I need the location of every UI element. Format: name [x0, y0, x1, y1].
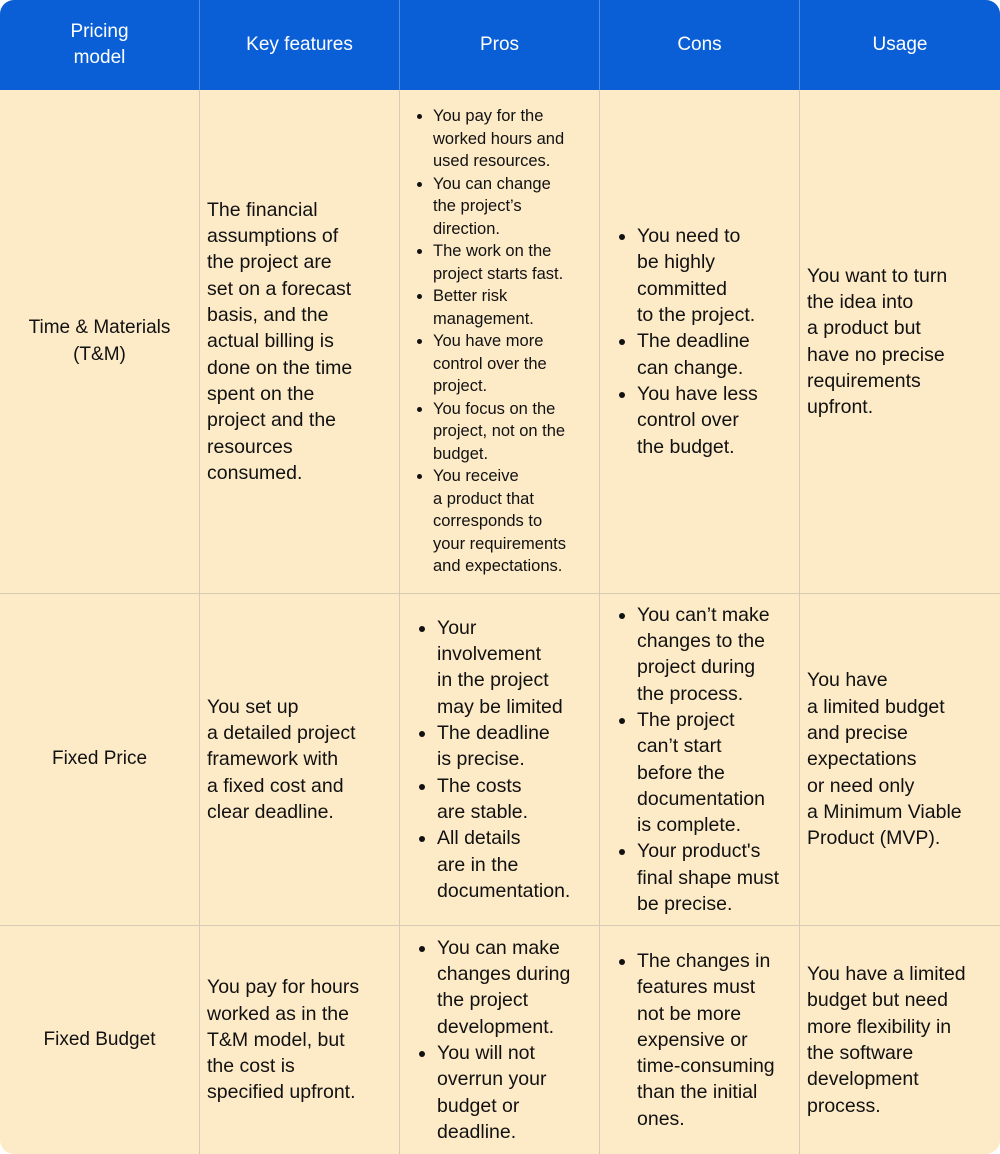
- row-tm-usage: You want to turn the idea into a product but have no precise requirements upfront.: [800, 90, 1000, 594]
- row-fixed-price-usage: You have a limited budget and precise expectations or need only a Minimum Viable Product (MVP).: [800, 594, 1000, 926]
- list-item: • You receive a product that corresponds to your requirements and expectations.: [433, 465, 566, 578]
- row-fixed-budget-pros: [400, 926, 600, 1154]
- row-fixed-budget-model: Fixed Budget: [0, 926, 200, 1154]
- list-item: • The deadline can change.: [637, 328, 758, 381]
- row-tm-cons: [600, 90, 800, 594]
- row-fixed-budget-cons: [600, 926, 800, 1154]
- header-pros: Pros: [400, 0, 600, 90]
- row-fixed-budget-usage: You have a limited budget but need more flexibility in the software development process.: [807, 963, 966, 1117]
- list-item: • All details are in the documentation.: [437, 825, 570, 904]
- list-item: • Your involvement in the project may be limited: [437, 615, 570, 720]
- header-pricing-model: Pricing model: [0, 0, 200, 90]
- row-fixed-price-cons: [600, 594, 800, 926]
- row-tm-model: Time & Materials (T&M): [0, 90, 200, 594]
- list-item: • You will not overrun your budget or deadline.: [437, 1040, 570, 1145]
- list-item: • You need to be highly committed to the project.: [637, 223, 758, 328]
- row-fixed-price-cons-list: [607, 602, 779, 918]
- list-item: • You have less control over the budget.: [637, 381, 758, 460]
- list-item: • The work on the project starts fast.: [433, 240, 566, 285]
- list-item: • You can’t make changes to the project during the process.: [637, 602, 779, 707]
- header-cons: Cons: [600, 0, 800, 90]
- row-tm-features: The financial assumptions of the project are set on a forecast basis, and the actual billing is done on the time spent on the project and the resources consumed.: [200, 90, 400, 594]
- list-item: • Your product's final shape must be precise.: [637, 838, 779, 917]
- list-item: • You have more control over the project.: [433, 330, 566, 398]
- header-key-features: Key features: [200, 0, 400, 90]
- row-fixed-budget-cons-list: [607, 948, 775, 1132]
- list-item: • You pay for the worked hours and used resources.: [433, 105, 566, 173]
- row-fixed-budget-features: You pay for hours worked as in the T&M model, but the cost is specified upfront.: [200, 926, 400, 1154]
- row-fixed-price-features: You set up a detailed project framework with a fixed cost and clear deadline.: [200, 594, 400, 926]
- list-item: • The project can’t start before the documentation is complete.: [637, 707, 779, 838]
- row-fixed-price-pros: [400, 594, 600, 926]
- row-fixed-price-pros-list: [407, 615, 570, 904]
- row-tm-pros: [400, 90, 600, 594]
- list-item: • Better risk management.: [433, 285, 566, 330]
- list-item: • The deadline is precise.: [437, 720, 570, 773]
- header-usage: Usage: [800, 0, 1000, 90]
- list-item: • The changes in features must not be more expensive or time-consuming than the initial ones.: [637, 948, 775, 1132]
- list-item: • You can change the project’s direction.: [433, 173, 566, 241]
- row-tm-pros-list: [407, 105, 566, 578]
- row-fixed-price-model: Fixed Price: [0, 594, 200, 926]
- row-fixed-budget-pros-list: [407, 935, 570, 1145]
- list-item: • You can make changes during the project development.: [437, 935, 570, 1040]
- list-item: • You focus on the project, not on the budget.: [433, 398, 566, 466]
- row-tm-cons-list: [607, 223, 758, 460]
- list-item: • The costs are stable.: [437, 773, 570, 826]
